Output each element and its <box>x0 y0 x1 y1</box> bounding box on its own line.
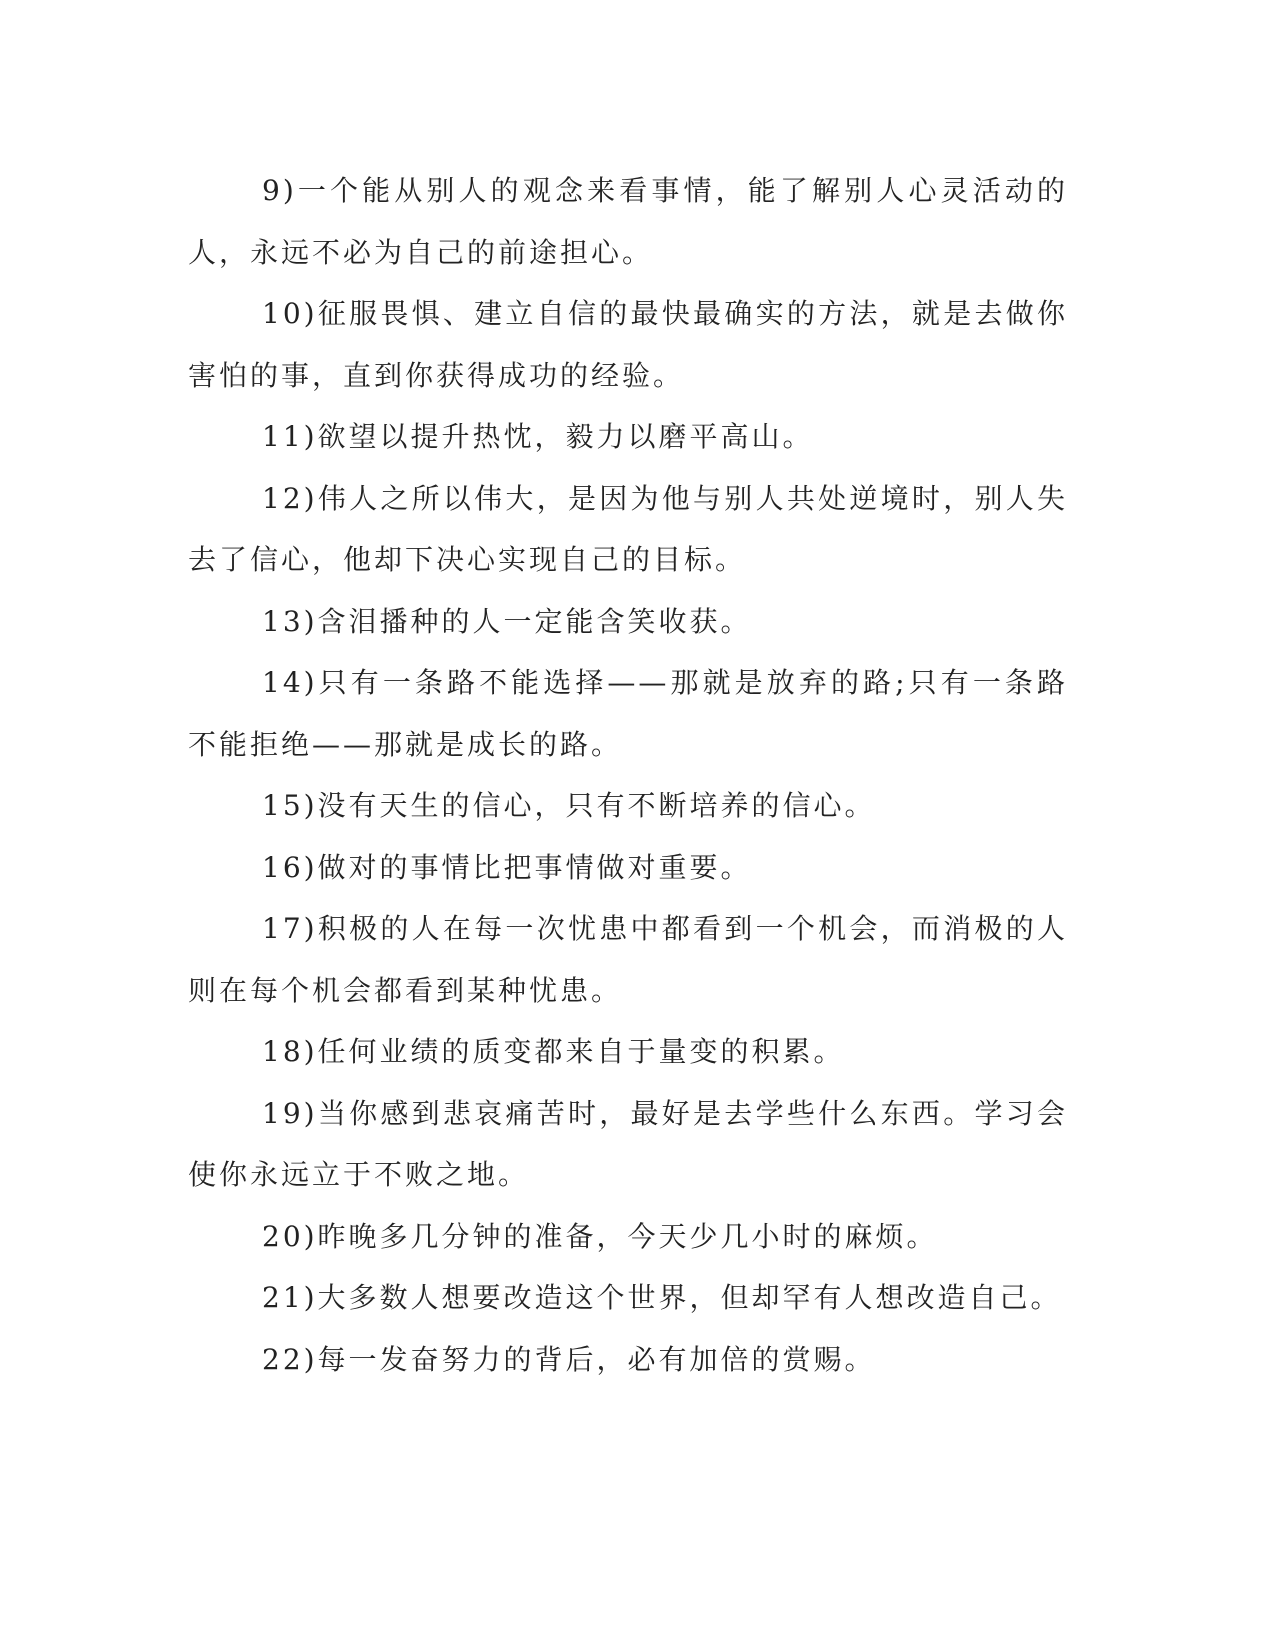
paragraph-21: 21)大多数人想要改造这个世界，但却罕有人想改造自己。 <box>262 1281 1062 1314</box>
paragraph-10: 10)征服畏惧、建立自信的最快最确实的方法，就是去做你害怕的事，直到你获得成功的经验。 <box>188 297 1068 392</box>
paragraph-19: 19)当你感到悲哀痛苦时，最好是去学些什么东西。学习会使你永远立于不败之地。 <box>188 1096 1068 1191</box>
paragraph-22: 22)每一发奋努力的背后，必有加倍的赏赐。 <box>262 1342 876 1376</box>
paragraph-17: 17)积极的人在每一次忧患中都看到一个机会，而消极的人则在每个机会都看到某种忧患。 <box>188 912 1068 1007</box>
paragraph-16: 16)做对的事情比把事情做对重要。 <box>262 850 752 884</box>
paragraph-15: 15)没有天生的信心，只有不断培养的信心。 <box>262 789 876 822</box>
paragraph-20: 20)昨晚多几分钟的准备，今天少几小时的麻烦。 <box>262 1219 938 1253</box>
paragraph-13: 13)含泪播种的人一定能含笑收获。 <box>262 604 752 638</box>
paragraph-11: 11)欲望以提升热忱，毅力以磨平高山。 <box>262 420 814 453</box>
paragraph-14: 14)只有一条路不能选择——那就是放弃的路;只有一条路不能拒绝——那就是成长的路。 <box>188 666 1068 761</box>
paragraph-12: 12)伟人之所以伟大，是因为他与别人共处逆境时，别人失去了信心，他却下决心实现自己的目标。 <box>188 481 1068 576</box>
document-body <box>188 160 1068 1390</box>
paragraph-18: 18)任何业绩的质变都来自于量变的积累。 <box>262 1035 845 1068</box>
paragraph-9: 9)一个能从别人的观念来看事情，能了解别人心灵活动的人，永远不必为自己的前途担心。 <box>188 174 1068 269</box>
